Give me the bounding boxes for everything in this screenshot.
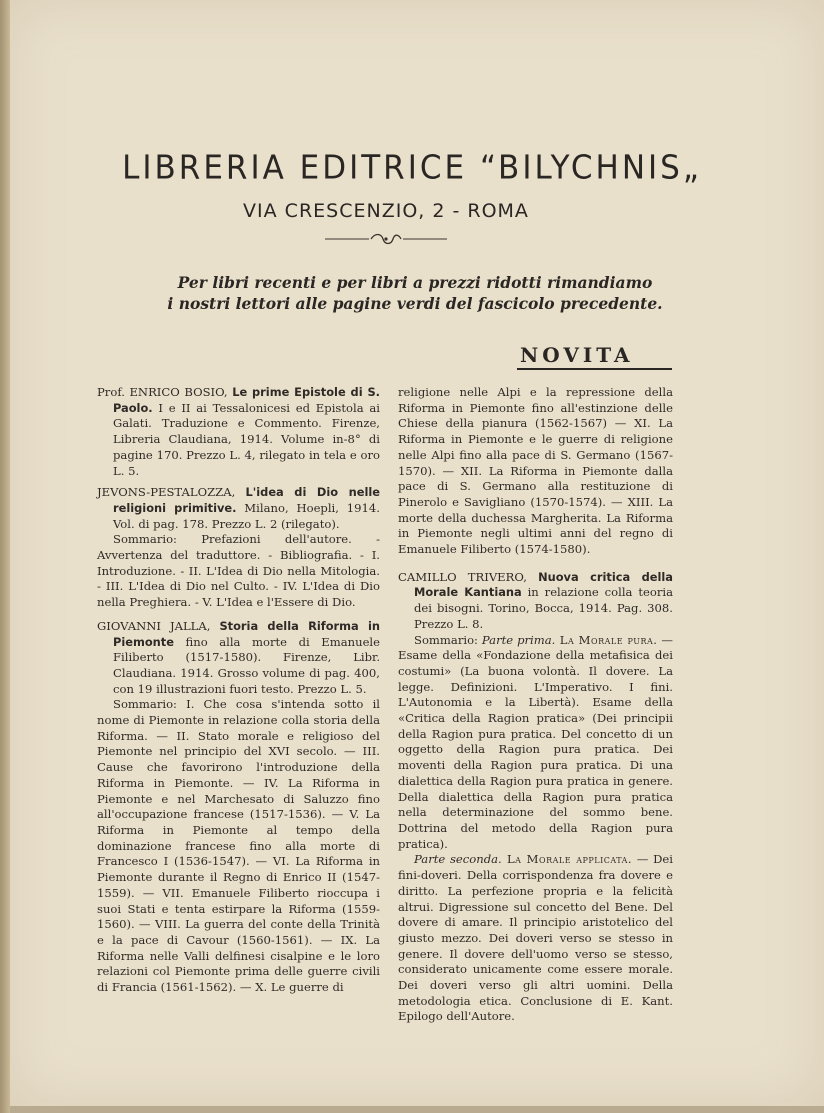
entry-details: in relazione colla teoria dei bisogni. Torino, Bocca, 1914. Pag. 308. Prezzo L. 8. — [414, 585, 674, 631]
entry-summary: Sommario: Prefazioni dell'autore. - Avvertenza del traduttore. - Bibliografia. - I. Introduzione. - II. L'Idea di Dio nella Mitologia. - III. L'Idea di Dio nel Culto. - IV. L'Idea di Dio nella Preghiera. - V. L'Idea e l'Essere di Dio. — [97, 532, 380, 610]
publisher-address: VIA CRESCENZIO, 2 - ROMA — [243, 200, 529, 222]
book-entry-trivero — [398, 570, 673, 633]
part-heading: La Morale pura. — [555, 632, 658, 647]
entry-title: Storia della Riforma in Piemonte — [113, 618, 380, 649]
entry-author: Prof. ENRICO BOSIO, — [97, 385, 233, 399]
entry-details: I e II ai Tessalonicesi ed Epistola ai Galati. Traduzione e Commento. Firenze, Libreria Claudiana, 1914. Volume in-8° di pagine 170. Prezzo L. 4, rilegato in tela e oro L. 5. — [113, 400, 380, 478]
entry-author: CAMILLO TRIVERO, — [398, 569, 539, 584]
section-title-novita: NOVITA — [520, 343, 634, 367]
part-label: Parte prima. — [481, 632, 556, 647]
notice-line-1: Per libri recenti e per libri a prezzi ridotti rimandiamo — [177, 273, 653, 292]
ornament-divider-icon — [325, 231, 447, 247]
notice-line-2: i nostri lettori alle pagine verdi del fascicolo precedente. — [167, 294, 663, 313]
entry-author: GIOVANNI JALLA, — [97, 618, 220, 633]
book-entry-bosio — [97, 385, 380, 479]
summary-label: Sommario: — [414, 632, 482, 647]
part-text: — Esame della «Fondazione della metafisica dei costumi» (La buona volontà. Il dovere. La legge. Definizioni. L'Imperativo. I fini. L'Autonomia e la Libertà). Esame della «Critica della Ragion pratica» (Dei principii della Ragion pura pratica. Del concetto di un oggetto della Ragion pura pratica. Dei moventi della Ragion pura pratica. Di una dialettica della Ragion pura pratica in genere. Della dialettica della Ragion pura pratica nella determinazione del sommo bene. Dottrina del metodo della Ragion pura pratica). — [398, 632, 673, 851]
entry-summary-part-one — [398, 633, 673, 853]
part-text: — Dei fini-doveri. Della corrispondenza fra dovere e diritto. La perfezione propria e la felicità altrui. Digressione sul concetto del Bene. Del dovere di amare. Il principio aristotelico del giusto mezzo. Dei doveri verso se stesso in genere. Il dovere dell'uomo verso se stesso, considerato unicamente come essere morale. Dei doveri verso gli altri uomini. Della metodologia etica. Conclusione di E. Kant. Epilogo dell'Autore. — [398, 852, 673, 1024]
right-column — [398, 385, 673, 1025]
entry-details: fino alla morte di Emanuele Filiberto (1517-1580). Firenze, Libr. Claudiana. 1914. Grosso volume di pag. 400, con 19 illustrazioni fuori testo. Prezzo L. 5. — [113, 634, 380, 696]
entry-title: L'idea di Dio nelle religioni primitive. — [113, 485, 380, 515]
publisher-title: LIBRERIA EDITRICE “BILYCHNIS„ — [122, 149, 702, 187]
entry-title: Le prime Epistole di S. Paolo. — [113, 385, 380, 415]
entry-summary: Sommario: I. Che cosa s'intenda sotto il nome di Piemonte in relazione colla storia della Riforma. — II. Stato morale e religioso del Piemonte nel principio del XVI secolo. — III. Cause che favorirono l'introduzione della Riforma in Piemonte. — IV. La Riforma in Piemonte e nel Marchesato di Saluzzo fino all'occupazione francese (1517-1536). — V. La Riforma in Piemonte al tempo della dominazione francese fino alla morte di Francesco I (1536-1547). — VI. La Riforma in Piemonte durante il Regno di Enrico II (1547-1559). — VII. Emanuele Filiberto rioccupa i suoi Stati e tenta estirpare la Riforma (1559-1560). — VIII. La guerra del conte della Trinità e la pace di Cavour (1560-1561). — IX. La Riforma nelle Valli delfinesi cisalpine e le loro relazioni col Piemonte prima delle guerre civili di Francia (1561-1562). — X. Le guerre di — [97, 697, 380, 995]
entry-author: JEVONS-PESTALOZZA, — [97, 485, 246, 500]
section-title-underline — [517, 368, 672, 370]
part-label: Parte seconda. — [414, 852, 502, 867]
left-column — [97, 385, 380, 996]
entry-title: Nuova critica della Morale Kantiana — [414, 569, 673, 600]
notice-text — [100, 272, 730, 314]
part-heading: La Morale applicata. — [501, 852, 633, 867]
entry-summary-part-two — [398, 852, 673, 1025]
entry-details: Milano, Hoepli, 1914. Vol. di pag. 178. Prezzo L. 2 (rilegato). — [113, 500, 380, 531]
entry-summary-continuation: religione nelle Alpi e la repressione della Riforma in Piemonte fino all'estinzione delle Chiese della pianura (1562-1567) — XI. La Riforma in Piemonte e le guerre di religione nelle Alpi fino alla pace di S. Germano (1567-1570). — XII. La Riforma in Piemonte dalla pace di S. Germano alla restituzione di Pinerolo e Savigliano (1570-1574). — XIII. La morte della duchessa Margherita. La Riforma in Piemonte negli ultimi anni del regno di Emanuele Filiberto (1574-1580). — [398, 385, 673, 557]
book-entry-jalla — [97, 619, 380, 698]
book-entry-jevons-pestalozza — [97, 485, 380, 532]
